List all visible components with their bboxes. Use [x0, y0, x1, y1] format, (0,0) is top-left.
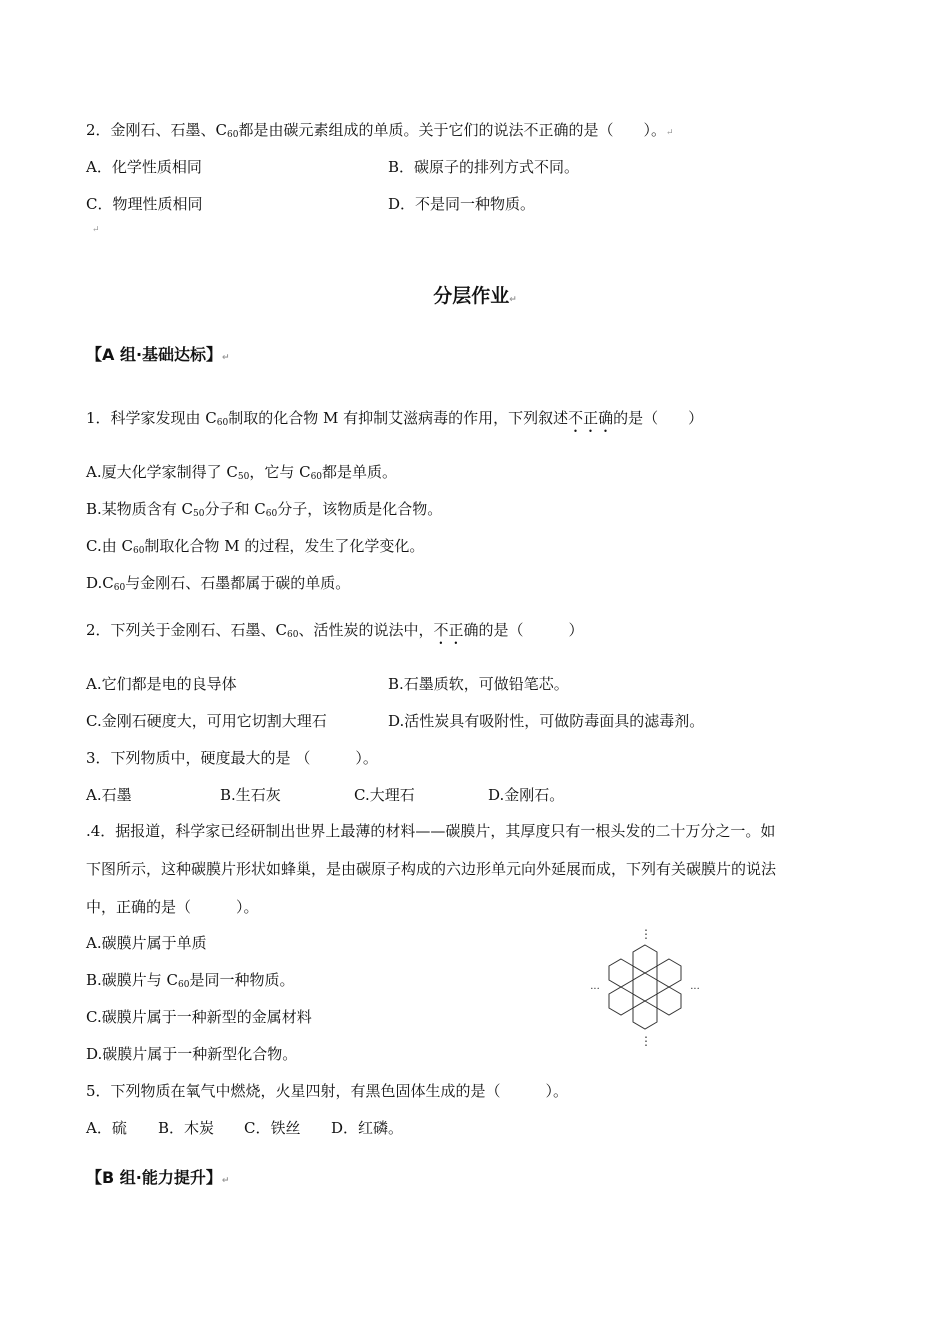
vertical-ellipsis-bottom: ⋮ [640, 1034, 652, 1046]
prev-option-c: C．物理性质相同 [86, 195, 203, 213]
prev-option-d: D．不是同一种物质。 [388, 195, 536, 213]
q5-option-c: C．铁丝 [244, 1119, 301, 1137]
q3-option-c: C.大理石 [354, 786, 415, 804]
q4-stem-line-2: 下图所示，这种碳膜片形状如蜂巢，是由碳原子构成的六边形单元向外延展而成，下列有关碳膜片的说法 [86, 860, 777, 878]
paragraph-mark: ↵ [92, 225, 100, 235]
group-b-heading: 【B 组·能力提升】↵ [86, 1168, 230, 1187]
q2-stem: 2．下列关于金刚石、石墨、$C_{60}$、活性炭的说法中，不正确的是（ ） [86, 621, 584, 640]
q5-option-b: B．木炭 [158, 1119, 215, 1137]
q3-option-a: A.石墨 [86, 786, 132, 804]
vertical-ellipsis-top: ⋮ [640, 927, 652, 941]
horizontal-ellipsis-right: ··· [690, 984, 700, 995]
q5-option-a: A．硫 [86, 1119, 127, 1137]
q4-option-a: A.碳膜片属于单质 [86, 934, 207, 952]
honeycomb-figure [585, 924, 705, 1046]
q1-option-b: B.某物质含有 $C_{50}$分子和 $C_{60}$分子，该物质是化合物。 [86, 500, 443, 519]
q4-stem-line-3: 中，正确的是（ ）。 [86, 898, 259, 916]
q2-option-b: B.石墨质软，可做铅笔芯。 [388, 675, 569, 693]
q2-option-c: C.金刚石硬度大，可用它切割大理石 [86, 712, 327, 730]
q3-option-d: D.金刚石。 [488, 786, 565, 804]
q4-option-d: D.碳膜片属于一种新型化合物。 [86, 1045, 298, 1063]
q1-stem: 1．科学家发现由 $C_{60}$制取的化合物 M 有抑制艾滋病毒的作用，下列叙述不正确的是（ ） [86, 409, 704, 428]
q4-option-b: B.碳膜片与 $C_{60}$是同一种物质。 [86, 971, 295, 990]
q1-option-d: $D.C_{60}$与金刚石、石墨都属于碳的单质。 [86, 574, 351, 593]
horizontal-ellipsis-left: ··· [590, 984, 600, 995]
q5-option-d: D．红磷。 [331, 1119, 404, 1137]
q1-option-a: A.厦大化学家制得了 $C_{50}$，它与 $C_{60}$都是单质。 [86, 463, 398, 482]
q2-option-d: D.活性炭具有吸附性，可做防毒面具的滤毒剂。 [388, 712, 705, 730]
page-title: 分层作业↵ [433, 285, 517, 307]
prev-option-b: B．碳原子的排列方式不同。 [388, 158, 580, 176]
q3-option-b: B.生石灰 [220, 786, 281, 804]
prev-option-a: A．化学性质相同 [86, 158, 202, 176]
q3-stem: 3．下列物质中，硬度最大的是 （ ）。 [86, 749, 378, 767]
q4-stem-line-1: .4．据报道，科学家已经研制出世界上最薄的材料——碳膜片，其厚度只有一根头发的二十万分之一。如 [86, 822, 776, 840]
group-a-heading: 【A 组·基础达标】↵ [86, 345, 230, 364]
q4-option-c: C.碳膜片属于一种新型的金属材料 [86, 1008, 312, 1026]
q2-option-a: A.它们都是电的良导体 [86, 675, 237, 693]
emphasis-text: 不正确 [568, 409, 614, 427]
q1-option-c: C.由 $C_{60}$制取化合物 M 的过程，发生了化学变化。 [86, 537, 425, 556]
prev-question-2-stem: 2．金刚石、石墨、$C_{60}$都是由碳元素组成的单质。关于它们的说法不正确的是（ ）。↵ [86, 121, 674, 140]
q5-stem: 5．下列物质在氧气中燃烧，火星四射，有黑色固体生成的是（ ）。 [86, 1082, 569, 1100]
emphasis-text: 不正 [433, 621, 464, 639]
